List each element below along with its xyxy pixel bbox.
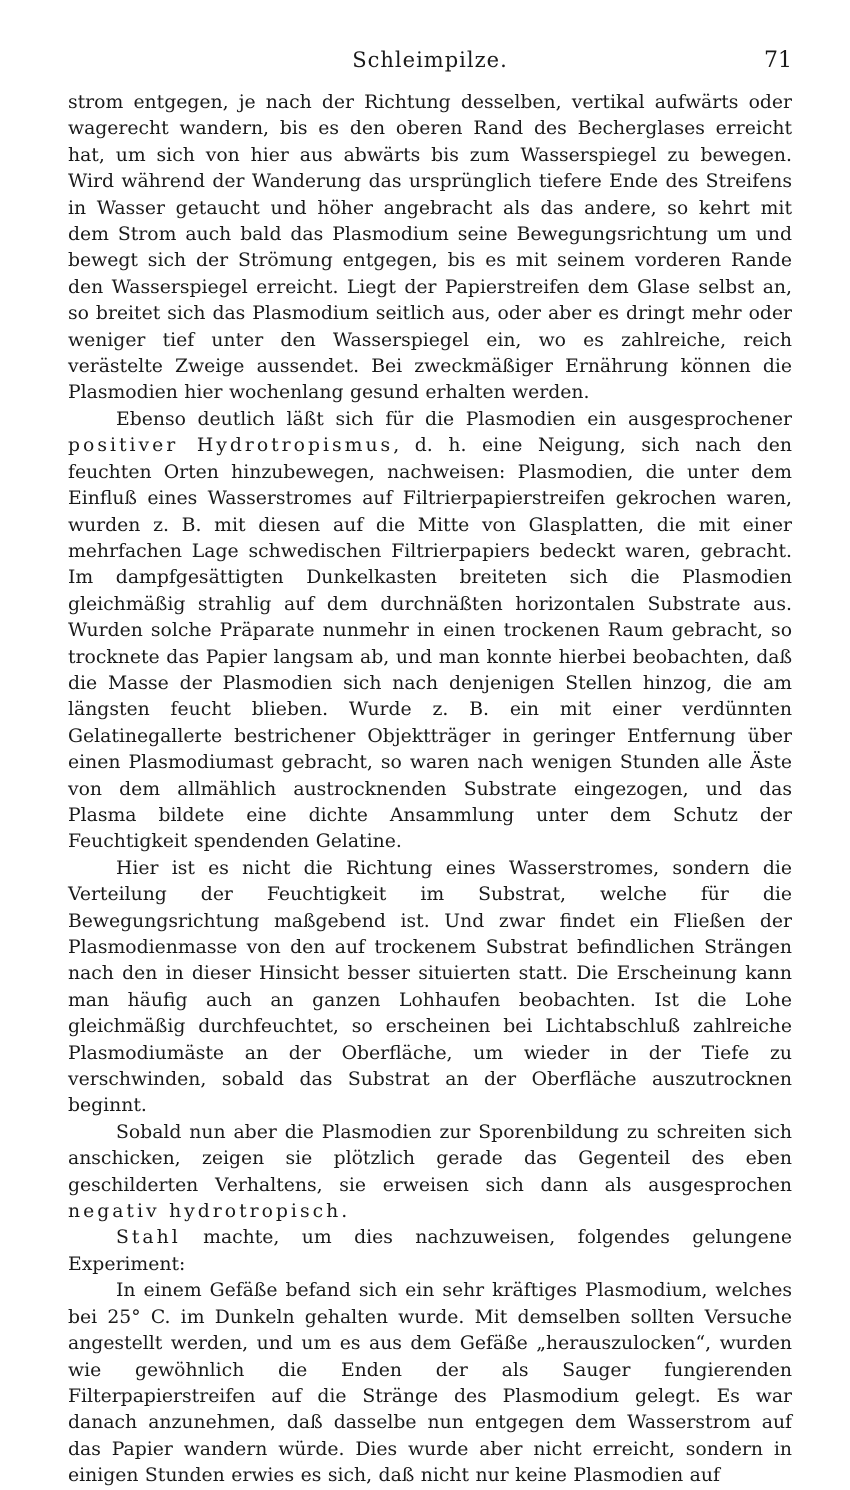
paragraph-text: . (341, 1201, 348, 1223)
paragraph-text: machte, um dies nachzuweisen, folgendes gelungene Experiment: (68, 1227, 792, 1275)
paragraph-text: Ebenso deutlich läßt sich für die Plasmodien ein ausgesprochener (116, 408, 792, 430)
paragraph-stahl (68, 1225, 792, 1278)
page-number: 71 (764, 48, 792, 73)
paragraph-text: , d. h. eine Neigung, sich nach den feuchten Orten hinzubewegen, nachweisen: Plasmodien, die unter dem Einfluß eines Wasserstromes auf Filtrierpapierstreifen gekrochen waren, wurden z. B. mit diesen auf die Mitte von Glasplatten, die mit einer mehrfachen Lage schwedischen Filtrierpapiers bedeckt waren, gebracht. Im dampfgesättigten Dunkelkasten breiteten sich die Plasmodien gleichmäßig strahlig auf dem durchnäßten horizontalen Substrate aus. Wurden solche Präparate nunmehr in einen trockenen Raum gebracht, so trocknete das Papier langsam ab, und man konnte hierbei beobachten, daß die Masse der Plasmodien sich nach denjenigen Stellen hinzog, die am längsten feucht blieben. Wurde z. B. ein mit einer verdünnten Gelatinegallerte bestrichener Objektträger in geringer Entfernung über einen Plasmodiumast gebracht, so waren nach wenigen Stunden alle Äste von dem allmählich austrocknenden Substrate eingezogen, und das Plasma bildete eine dichte Ansammlung unter dem Schutz der Feuchtigkeit spendenden Gelatine. (68, 435, 792, 853)
paragraph-negative (68, 1120, 792, 1226)
author-name: Stahl (116, 1227, 181, 1249)
emphasis-term: positiver Hydrotropismus (68, 435, 394, 457)
running-title: Schleimpilze. (352, 48, 508, 72)
emphasis-term: negativ hydrotropisch (68, 1201, 342, 1223)
paragraph-hydrotropism (68, 407, 792, 856)
paragraph-experiment: In einem Gefäße befand sich ein sehr kräftiges Plasmodium, welches bei 25° C. im Dunkeln gehalten wurde. Mit demselben sollten Versuche angestellt werden, und um es aus dem Gefäße „herauszulocken“, wurden wie gewöhnlich die Enden der als Sauger fungierenden Filterpapierstreifen auf die Stränge des Plasmodium gelegt. Es war danach anzunehmen, daß dasselbe nun entgegen dem Wasserstrom auf das Papier wandern würde. Dies wurde aber nicht erreicht, sondern in einigen Stunden erwies es sich, daß nicht nur keine Plasmodien auf (68, 1280, 792, 1487)
paragraph-text: Sobald nun aber die Plasmodien zur Sporenbildung zu schreiten sich anschicken, zeigen sie plötzlich gerade das Gegenteil des eben geschilderten Verhaltens, sie erweisen sich dann als ausgesprochen (68, 1121, 792, 1196)
running-head (68, 48, 792, 78)
body-text (68, 90, 792, 1490)
paragraph-continuation: strom entgegen, je nach der Richtung desselben, vertikal aufwärts oder wagerecht wandern, bis es den oberen Rand des Becherglases erreicht hat, um sich von hier aus abwärts bis zum Wasserspiegel zu bewegen. Wird während der Wanderung das ursprünglich tiefere Ende des Streifens in Wasser getaucht und höher angebracht als das andere, so kehrt mit dem Strom auch bald das Plasmodium seine Bewegungsrichtung um und bewegt sich der Strömung entgegen, bis es mit seinem vorderen Rande den Wasserspiegel erreicht. Liegt der Papierstreifen dem Glase selbst an, so breitet sich das Plasmodium seitlich aus, oder aber es dringt mehr oder weniger tief unter den Wasserspiegel ein, wo es zahlreiche, reich verästelte Zweige aussendet. Bei zweckmäßiger Ernährung können die Plasmodien hier wochenlang gesund erhalten werden. (68, 92, 792, 404)
paragraph-moisture: Hier ist es nicht die Richtung eines Wasserstromes, sondern die Verteilung der Feuchtigkeit im Substrat, welche für die Bewegungsrichtung maßgebend ist. Und zwar findet ein Fließen der Plasmodienmasse von den auf trockenem Substrat befindlichen Strängen nach den in dieser Hinsicht besser situierten statt. Die Erscheinung kann man häufig auch an ganzen Lohhaufen beobachten. Ist die Lohe gleichmäßig durchfeuchtet, so erscheinen bei Lichtabschluß zahlreiche Plasmodiumäste an der Oberfläche, um wieder in der Tiefe zu verschwinden, sobald das Substrat an der Oberfläche auszutrocknen beginnt. (68, 857, 792, 1117)
